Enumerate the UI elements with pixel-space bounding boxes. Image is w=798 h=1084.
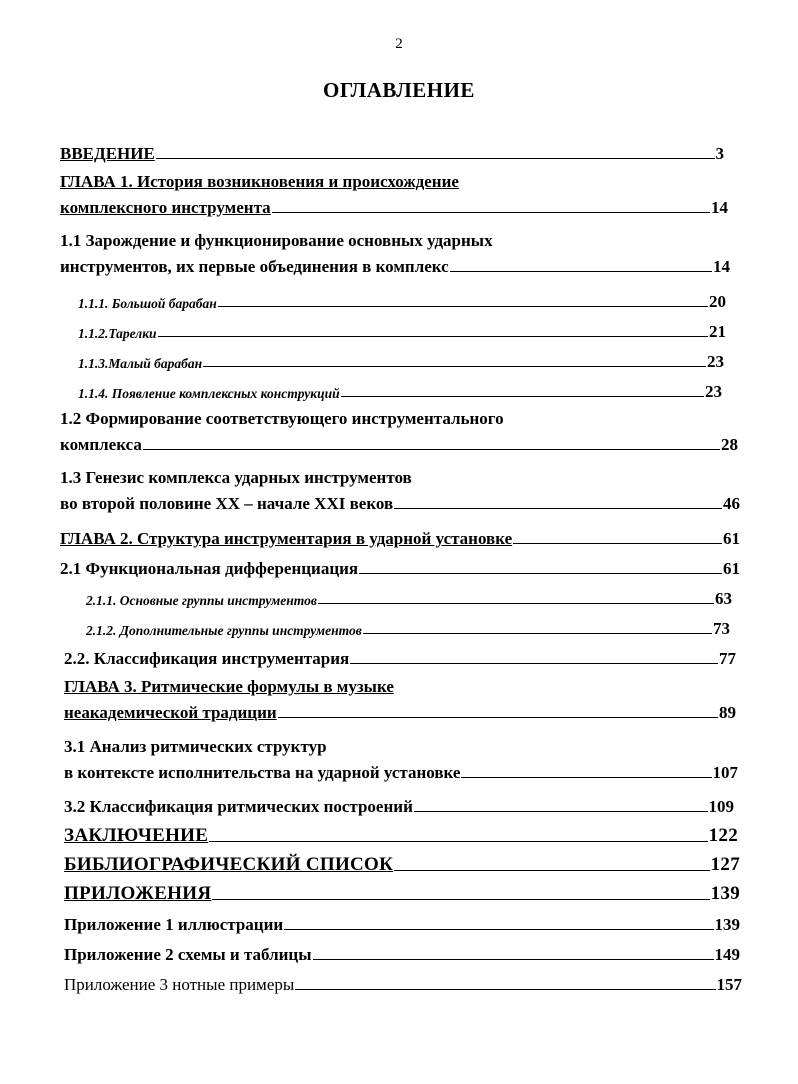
toc-entry-label: ГЛАВА 2. Структура инструментария в ударной установке (60, 529, 513, 548)
toc-page-number: 61 (723, 559, 740, 578)
toc-page-number: 77 (719, 649, 736, 668)
toc-entry-section-2-2[interactable] (64, 645, 736, 669)
toc-page-number: 46 (723, 494, 740, 513)
toc-page-number: 23 (707, 352, 724, 371)
toc-entry-label: ПРИЛОЖЕНИЯ (64, 883, 212, 904)
toc-entry-label-line2: во второй половине XX – начале XXI веков (60, 494, 394, 513)
toc-page-number: 23 (705, 382, 722, 401)
toc-entry-label-line2: комплекса (60, 435, 142, 454)
toc-entry-label-line1: 1.3 Генезис комплекса ударных инструментов (60, 468, 412, 487)
toc-page-number: 3 (715, 144, 724, 163)
toc-entry-label: Приложение 1 иллюстрации (64, 915, 284, 934)
toc-page-number: 109 (708, 797, 734, 816)
toc-entry-label-line1: 1.1 Зарождение и функционирование основных ударных (60, 231, 493, 250)
toc-entry-appendix-2[interactable] (64, 941, 740, 965)
toc-entry-label: Приложение 2 схемы и таблицы (64, 945, 312, 964)
page-title: ОГЛАВЛЕНИЕ (323, 78, 475, 102)
toc-entry-label: 2.1.2. Дополнительные группы инструментов (86, 623, 362, 638)
toc-entry-subsection-1-1-4[interactable] (78, 378, 722, 402)
toc-entry-subsection-1-1-3[interactable] (78, 348, 724, 372)
toc-entry-label-line1: 1.2 Формирование соответствующего инструментального (60, 409, 504, 428)
toc-entry-subsection-1-1-1[interactable] (78, 288, 726, 312)
toc-page-number: 139 (714, 915, 740, 934)
toc-page-number: 14 (713, 257, 730, 276)
toc-entry-label: 2.1 Функциональная дифференциация (60, 559, 359, 578)
toc-entry-chapter-1[interactable] (60, 170, 728, 218)
page-number: 2 (395, 36, 403, 52)
toc-entry-label: 1.1.1. Большой барабан (78, 296, 217, 311)
toc-entry-bibliography[interactable] (64, 852, 740, 876)
toc-entry-section-3-2[interactable] (64, 793, 734, 817)
toc-entry-appendices[interactable] (64, 881, 740, 905)
toc-page-number: 107 (712, 763, 738, 782)
toc-page-number: 28 (721, 435, 738, 454)
toc-page-number: 149 (714, 945, 740, 964)
toc-entry-section-1-1[interactable] (60, 229, 730, 277)
toc-entry-label-line1: 3.1 Анализ ритмических структур (64, 737, 327, 756)
toc-entry-label: ЗАКЛЮЧЕНИЕ (64, 825, 209, 846)
toc-page-number: 14 (711, 198, 728, 217)
toc-page-number: 89 (719, 703, 736, 722)
toc-entry-label-line1: ГЛАВА 3. Ритмические формулы в музыке (64, 677, 394, 696)
toc-entry-label: 2.1.1. Основные группы инструментов (86, 593, 317, 608)
toc-entry-label: 2.2. Классификация инструментария (64, 649, 350, 668)
toc-entry-label: 1.1.3.Малый барабан (78, 356, 203, 371)
toc-page-number: 63 (715, 589, 732, 608)
toc-entry-label-line2: комплексного инструмента (60, 198, 271, 217)
toc-page-number: 157 (716, 975, 742, 994)
toc-entry-section-1-2[interactable] (60, 407, 738, 455)
toc-entry-conclusion[interactable] (64, 823, 738, 847)
toc-entry-chapter-2[interactable] (60, 525, 740, 549)
toc-entry-introduction[interactable] (60, 140, 724, 164)
toc-entry-label-line2: неакадемической традиции (64, 703, 277, 722)
toc-entry-subsection-2-1-2[interactable] (86, 615, 730, 639)
toc-page-number: 127 (710, 854, 740, 875)
toc-entry-section-3-1[interactable] (64, 735, 738, 783)
toc-entry-chapter-3[interactable] (64, 675, 736, 723)
toc-page-number: 139 (710, 883, 740, 904)
toc-page-number: 61 (723, 529, 740, 548)
toc-entry-appendix-1[interactable] (64, 911, 740, 935)
toc-entry-subsection-1-1-2[interactable] (78, 318, 726, 342)
toc-page-number: 21 (709, 322, 726, 341)
toc-entry-subsection-2-1-1[interactable] (86, 585, 732, 609)
toc-entry-label: Приложение 3 нотные примеры (64, 975, 295, 994)
toc-entry-label: 1.1.4. Появление комплексных конструкций (78, 386, 340, 401)
toc-entry-label: 3.2 Классификация ритмических построений (64, 797, 413, 816)
toc-page-number: 20 (709, 292, 726, 311)
toc-entry-label-line2: инструментов, их первые объединения в комплекс (60, 257, 449, 276)
toc-entry-section-1-3[interactable] (60, 466, 740, 514)
toc-entry-label: ВВЕДЕНИЕ (60, 144, 155, 163)
toc-page-number: 73 (713, 619, 730, 638)
toc-entry-section-2-1[interactable] (60, 555, 740, 579)
toc-entry-appendix-3[interactable] (64, 971, 742, 995)
toc-entry-label: 1.1.2.Тарелки (78, 326, 157, 341)
toc-entry-label-line2: в контексте исполнительства на ударной установке (64, 763, 461, 782)
toc-page-number: 122 (708, 825, 738, 846)
toc-entry-label: БИБЛИОГРАФИЧЕСКИЙ СПИСОК (64, 854, 394, 875)
toc-entry-label-line1: ГЛАВА 1. История возникновения и происхождение (60, 172, 459, 191)
